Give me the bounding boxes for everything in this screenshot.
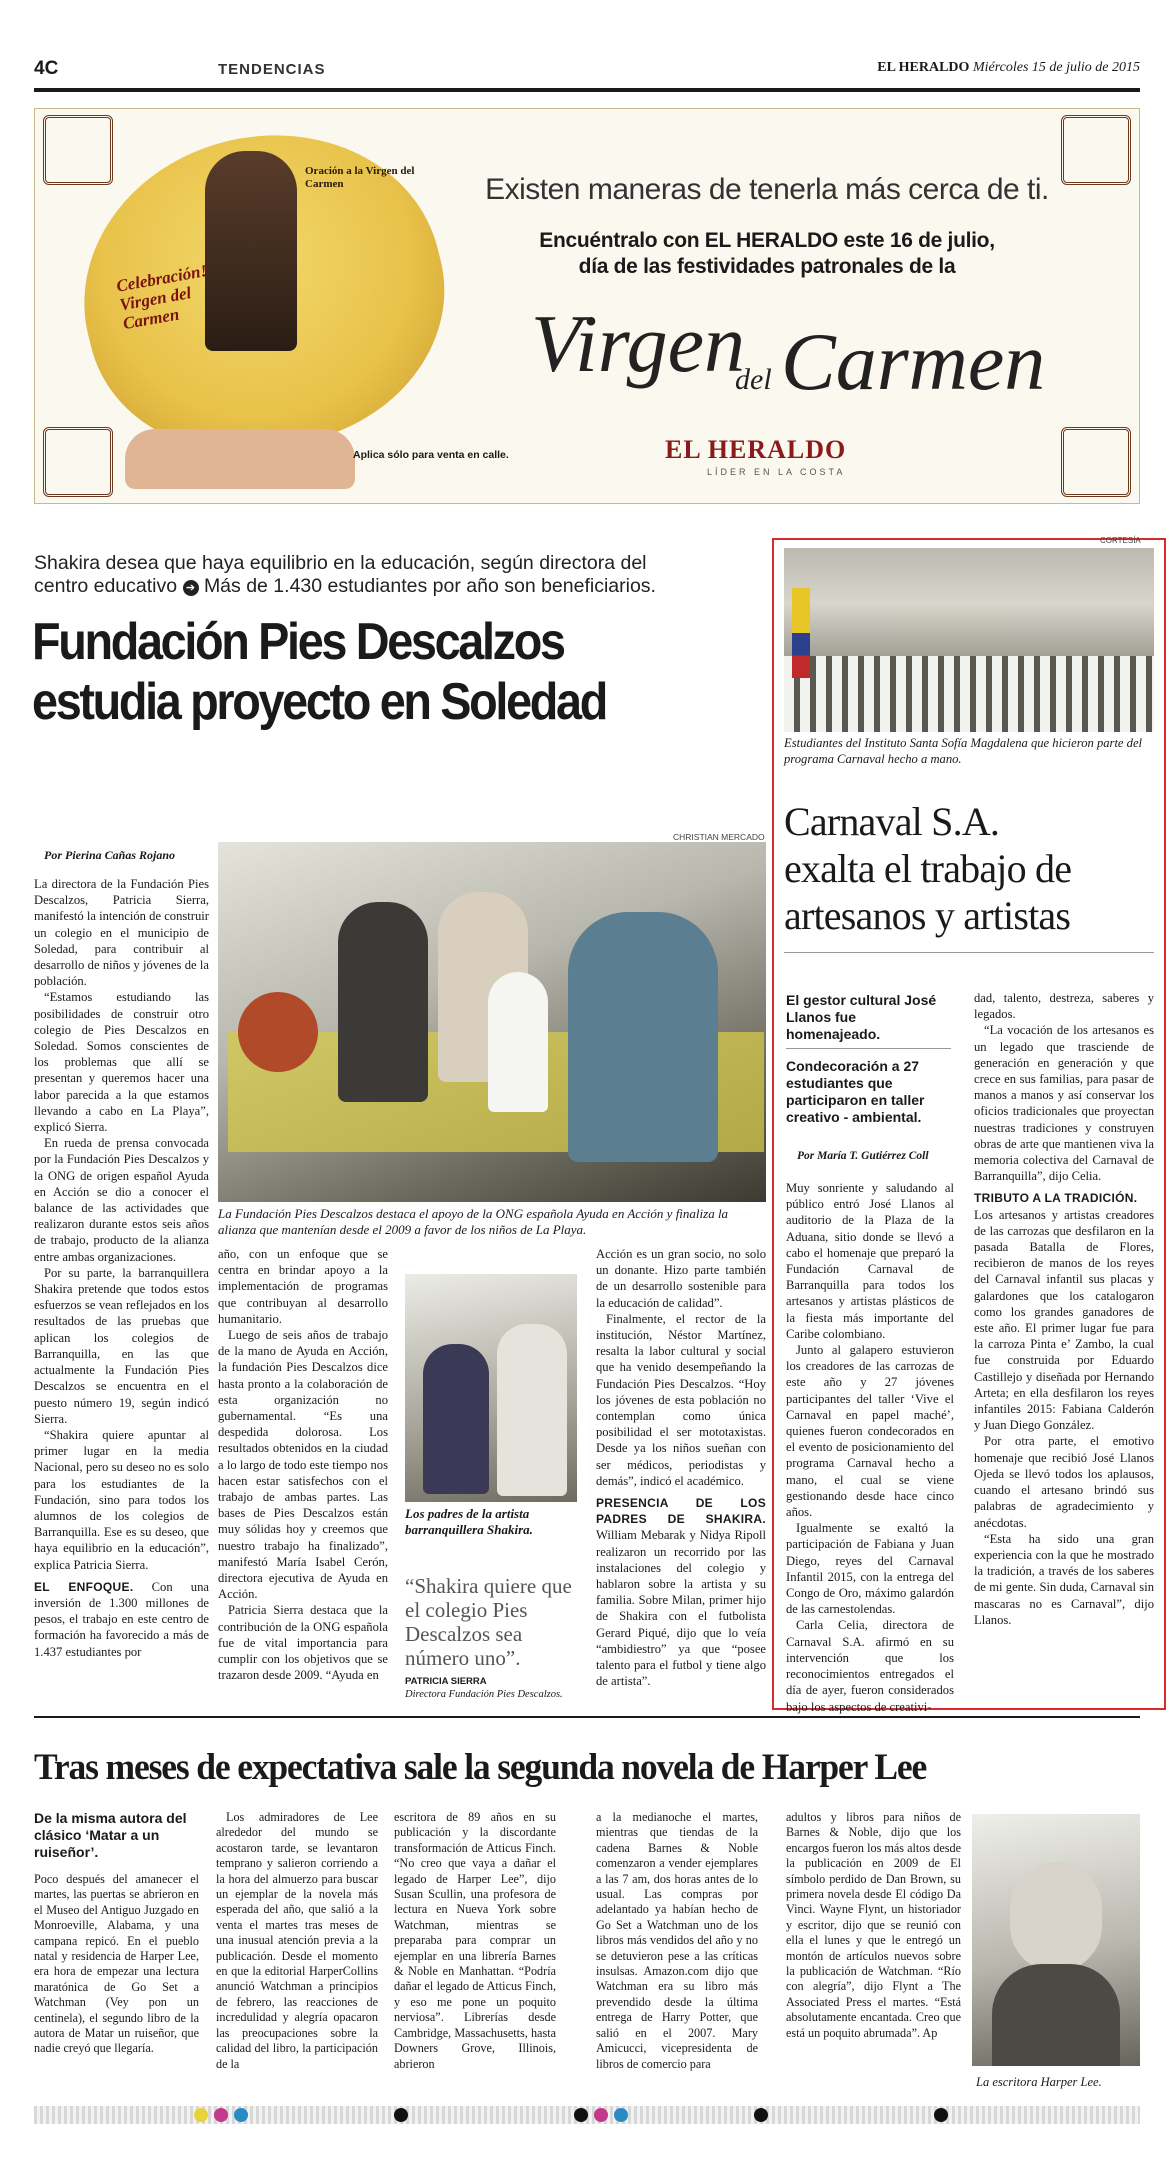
subhead: TRIBUTO A LA TRADICIÓN. bbox=[974, 1191, 1138, 1206]
headline-line-2: estudia proyecto en Soledad bbox=[32, 673, 606, 731]
corner-ornament bbox=[43, 427, 113, 497]
page-number: 4C bbox=[34, 58, 59, 79]
paragraph: Con una inversión de 1.300 millones de pesos, el trabajo en este centro de formación ha favorecido a más de 1.437 estudiantes por bbox=[34, 1579, 209, 1659]
face bbox=[1010, 1862, 1102, 1972]
paragraph: “La vocación de los artesanos es un legado que trasciende de generación en generación y que crece en sus familias, para pasar de manos a manos y así conservar los oficios tradicionales que proyectan nuestras tradiciones y construyen obras de arte que mantienen viva la memoria colectiva del Carnaval de Barranquilla”, dijo Celia. bbox=[974, 1023, 1154, 1184]
kicker-line-3: Más de 1.430 estudiantes por año son beneficiarios. bbox=[203, 575, 656, 597]
harper-headline: Tras meses de expectativa sale la segunda novela de Harper Lee bbox=[34, 1747, 927, 1788]
hand-image bbox=[125, 429, 355, 489]
corner-ornament bbox=[1061, 427, 1131, 497]
kicker-line-2: centro educativo bbox=[34, 575, 178, 597]
registration-dot bbox=[394, 2108, 408, 2122]
flag bbox=[792, 588, 810, 678]
header-rule bbox=[34, 88, 1140, 92]
print-color-bar bbox=[34, 2106, 1140, 2124]
side-column-2 bbox=[974, 990, 1154, 1628]
paragraph: Luego de seis años de trabajo de la mano de Ayuda en Acción, la fundación Pies Descalzos dice hasta pronto a la colaboración de esta organización no gubernamental. “Es una despedida dolorosa. Los resultados obtenidos en la ciudad a lo largo de todo este tiempo nos hacen estar satisfechos con el trabajo de ambas partes. Las bases de Pies Descalzos están muy sólidas hoy y creemos que nuestro trabajo ha finalizado”, manifestó María Isabel Cerón, directora ejecutiva de Ayuda en Acción. bbox=[218, 1328, 388, 1602]
harper-deck: De la misma autora del clásico ‘Matar a un ruiseñor’. bbox=[34, 1810, 187, 1860]
arrow-icon: ➔ bbox=[183, 580, 199, 596]
paragraph: Junto al galapero estuvieron los creadores de las carrozas de este año y 27 jóvenes participantes del taller ‘Vive el Carnaval en papel maché’, quienes fueron condecorados en el evento de posicionamiento del programa Carnaval hecho a mano, el cual se viene gestionando desde hace cinco años. bbox=[786, 1343, 954, 1520]
main-photo bbox=[218, 842, 766, 1202]
paragraph: dad, talento, destreza, saberes y legados. bbox=[974, 991, 1154, 1022]
paper-name: EL HERALDO bbox=[877, 60, 970, 75]
section-rule bbox=[34, 1716, 1140, 1718]
woman-figure bbox=[338, 902, 428, 1102]
harper-column-4 bbox=[596, 1810, 758, 2072]
side-column-1 bbox=[786, 1180, 954, 1715]
harper-column-2 bbox=[216, 1810, 378, 2072]
photo-credit: CHRISTIAN MERCADO bbox=[673, 832, 765, 842]
main-column-1 bbox=[34, 876, 209, 1660]
boy-figure bbox=[488, 972, 548, 1112]
paragraph: Finalmente, el rector de la institución, Néstor Martínez, resalta la labor cultural y social que ha venido desempeñando la Fundación Pies Descalzos. “Hoy los jóvenes de esta población no contemplan como única posibilidad el ser mototaxistas. Desde ya los niños sueñan con ser médicos, periodistas y demás”, indicó el académico. bbox=[596, 1311, 766, 1488]
ad-line-1: Existen maneras de tenerla más cerca de ti. bbox=[485, 173, 1049, 206]
side-deck-1: El gestor cultural José Llanos fue homenajeado. bbox=[786, 992, 937, 1042]
paragraph: Igualmente se exaltó la participación de Fabiana y Juan Diego, reyes del Carnaval Infantil 2015, con la entrega del Congo de Oro, máximo galardón de las carnestolendas. bbox=[786, 1521, 954, 1617]
paragraph: Los artesanos y artistas creadores de las carrozas que desfilaron en la pasada Batalla de Flores, recibieron de manos de los reyes del Carnaval infantil sus placas y galardones que los catalogaron como los grandes ganadores de este año. El primer lugar fue para la carroza Pinta e’ Zambo, la cual fue construida por Eduardo Castillejo y diseñada por Hernando Arteta; en ella desfilaron los reyes infantiles 2015: Fabiana Calderón y Juan Diego González. bbox=[974, 1207, 1154, 1433]
paragraph: Acción es un gran socio, no solo un donante. Hizo parte también de un desarrollo sostenible para la educación de calidad”. bbox=[596, 1247, 766, 1310]
side-headline bbox=[784, 798, 1164, 939]
registration-dot bbox=[614, 2108, 628, 2122]
paragraph: “Esta ha sido una gran experiencia con la que he mostrado la tradición, a través de los saberes de mi gente. Sin duda, Carnaval sin mascaras no es Carnaval”, dijo Llanos. bbox=[974, 1531, 1154, 1627]
harper-column-1 bbox=[34, 1872, 199, 2057]
paragraph: Poco después del amanecer el martes, las puertas se abrieron en el Museo del Antiguo Juzgado en Monroeville, Alabama, y una campana repicó. En el pueblo natal y residencia de Harper Lee, era hora de empezar una lectura maratónica de Go Set a Watchman (Vey pon un centinela), el segundo libro de la autora de Matar un ruiseñor, que nadie creyó que llegaría. bbox=[34, 1872, 199, 2056]
fan-badge: Celebración! Virgen del Carmen bbox=[114, 261, 209, 334]
harper-photo bbox=[972, 1814, 1140, 2066]
side-byline: Por María T. Gutiérrez Coll bbox=[797, 1150, 929, 1162]
pull-quote: “Shakira quiere que el colegio Pies Descalzos sea número uno”. bbox=[405, 1574, 572, 1670]
corner-ornament bbox=[43, 115, 113, 185]
side-deck-2: Condecoración a 27 estudiantes que participaron en taller creativo - ambiental. bbox=[786, 1058, 925, 1125]
registration-dot bbox=[594, 2108, 608, 2122]
students-row bbox=[784, 656, 1154, 732]
harper-photo-caption: La escritora Harper Lee. bbox=[976, 2075, 1102, 2089]
shoulders bbox=[992, 1964, 1120, 2066]
registration-dot bbox=[574, 2108, 588, 2122]
paragraph: En rueda de prensa convocada por la Fundación Pies Descalzos y la ONG de origen español Ayuda en Acción se dio a conocer el balance de las actividades que realizaron durante estos seis años de trabajo, producto de la alianza entre ambas organizaciones. bbox=[34, 1136, 209, 1264]
subhead: EL ENFOQUE. bbox=[34, 1579, 134, 1594]
registration-dot bbox=[234, 2108, 248, 2122]
advertisement bbox=[34, 108, 1140, 504]
ad-tagline: LÍDER EN LA COSTA bbox=[707, 467, 846, 477]
main-column-2 bbox=[218, 1246, 388, 1683]
paragraph: Los admiradores de Lee alrededor del mundo se acostaron tarde, se levantaron temprano y salieron corriendo a la hora del almuerzo para buscar un ejemplar de la novela más esperada del año, que salió a la venta el martes tras meses de una inusual atención previa a la publicación. Desde el momento en que la editorial HarperCollins anunció Watchman a principios de febrero, las reacciones de incredulidad y alegría opacaron las preocupaciones sobre la calidad del libro, la participación de la bbox=[216, 1810, 378, 2071]
registration-dot bbox=[194, 2108, 208, 2122]
paragraph: “Estamos estudiando las posibilidades de construir otro colegio de Pies Descalzos en Soledad. Somos conscientes de los problemas que allí se presentan y queremos hacer una labor parecida a la que estamos llevando a cabo en La Playa”, explicó Sierra. bbox=[34, 990, 209, 1135]
parents-photo bbox=[405, 1274, 577, 1502]
headline-line-1: Fundación Pies Descalzos bbox=[32, 613, 564, 671]
paragraph: año, con un enfoque que se centra en brindar apoyo a la implementación de programas que contribuyan al desarrollo humanitario. bbox=[218, 1247, 388, 1326]
paragraph: escritora de 89 años en su publicación y la discordante transformación de Atticus Finch. “No creo que vaya a dañar el legado de Harper Lee”, dijo Susan Scullin, una profesora de lectura en Nueva York sobre Watchman, mientras se preparaba para comprar un ejemplar en una librería Barnes & Noble en Manhattan. “Podría dañar el legado de Atticus Finch, y eso me pone un poquito nerviosa”. Librerías desde Cambridge, Massachusetts, hasta Downers Grove, Illinois, abrieron bbox=[394, 1810, 556, 2071]
flowers bbox=[238, 992, 318, 1072]
side-headline-line: exalta el trabajo de bbox=[784, 846, 1072, 891]
father-figure bbox=[497, 1324, 567, 1496]
main-headline bbox=[32, 612, 698, 732]
subhead: PRESENCIA DE LOS PADRES DE SHAKIRA. bbox=[596, 1496, 766, 1527]
ad-script-virgen: Virgen bbox=[531, 298, 746, 389]
side-headline-line: Carnaval S.A. bbox=[784, 799, 1000, 844]
paragraph: Patricia Sierra destaca que la contribución de la ONG española fue de vital importancia para cumplir con los objetivos que se trazaron desde 2009. “Ayuda en bbox=[218, 1603, 388, 1683]
section-name: TENDENCIAS bbox=[218, 61, 326, 78]
kicker-line-1: Shakira desea que haya equilibrio en la educación, según directora del bbox=[34, 552, 647, 574]
paragraph: Carla Celia, directora de Carnaval S.A. afirmó en su intervención que los reconocimientos entregados el día de ayer, fueron considerados bajo los aspectos de creativi- bbox=[786, 1618, 954, 1714]
side-photo-caption: Estudiantes del Instituto Santa Sofía Magdalena que hicieron parte del programa Carnaval hecho a mano. bbox=[784, 736, 1143, 766]
quote-author: PATRICIA SIERRA bbox=[405, 1676, 487, 1687]
divider bbox=[784, 952, 1154, 953]
date: Miércoles 15 de julio de 2015 bbox=[972, 60, 1140, 75]
parents-caption: Los padres de la artista barranquillera Shakira. bbox=[405, 1506, 533, 1537]
ad-script-carmen: Carmen bbox=[781, 316, 1046, 407]
ad-line-3: día de las festividades patronales de la bbox=[578, 255, 956, 278]
main-kicker bbox=[34, 552, 734, 598]
harper-column-5 bbox=[786, 1810, 961, 2041]
students-photo bbox=[784, 548, 1154, 732]
ad-script-del: del bbox=[735, 363, 772, 396]
paragraph: adultos y libros para niños de Barnes & Noble, dijo que los encargos fueron los más altos desde la publicación en 2009 de El símbolo perdido de Dan Brown, su primera novela desde El código Da Vinci. Wayne Flynt, un historiador y escritor, dijo que se reunió con ella el lunes y que le entregó un montón de artículos nuevos sobre la publicación de Watchman. “Río con alegría”, dijo Flynt a The Associated Press el martes. “Está absolutamente encantada. Creo que está un poquito abrumada”. Ap bbox=[786, 1810, 961, 2040]
virgin-image bbox=[205, 151, 297, 351]
registration-dot bbox=[934, 2108, 948, 2122]
registration-dot bbox=[214, 2108, 228, 2122]
divider bbox=[786, 1048, 951, 1049]
mother-figure bbox=[423, 1344, 489, 1494]
paragraph: Por su parte, la barranquillera Shakira pretende que todos estos esfuerzos se vean reflejados en los resultados de las pruebas que aplican los colegios de Barranquilla, en las que actualmente la Fundación Pies Descalzos se encuentra en el puesto número 19, según indicó Sierra. bbox=[34, 1265, 209, 1426]
main-column-4 bbox=[596, 1246, 766, 1689]
paragraph: Muy sonriente y saludando al público entró José Llanos al auditorio de la Plaza de la Aduana, sitio donde se llevó a cabo el homenaje que preparó la Fundación Carnaval de Barranquilla para todos los artesanos y artistas plásticos de la fiesta más importante del Caribe colombiano. bbox=[786, 1181, 954, 1341]
photo-caption: La Fundación Pies Descalzos destaca el apoyo de la ONG española Ayuda en Acción y finaliza la alianza que mantenían desde el 2009 a favor de los niños de La Playa. bbox=[218, 1206, 729, 1237]
page-header bbox=[34, 56, 1140, 92]
quote-role: Directora Fundación Pies Descalzos. bbox=[405, 1689, 563, 1700]
paragraph: Por otra parte, el emotivo homenaje que recibió José Llanos Ojeda se llevó todos los aplausos, cuando el artesano brindó sus palabras de agradecimiento y anécdotas. bbox=[974, 1434, 1154, 1530]
paragraph: a la medianoche el martes, mientras que tiendas de la cadena Barnes & Noble comenzaron a vender ejemplares a las 7 am, dos horas antes de lo usual. Las compras por adelantado ya habían hecho de Go Set a Watchman uno de los libros más vendidos del año y no se detuvieron pese a las críticas insulsas. Amazon.com dijo que Watchman era su libro más prevendido desde la última entrega de Harry Potter, que salió en el 2007. Mary Amicucci, vicepresidenta de libros de comercio para bbox=[596, 1810, 758, 2071]
paragraph: William Mebarak y Nidya Ripoll realizaron un recorrido por las instalaciones del colegio y hablaron sobre la artista y su familia. Sobre Milan, primer hijo de Shakira con el futbolista Gerard Piqué, dijo que lo veía “ambidiestro” ya que “posee talento para el futbol y tiene algo de artista”. bbox=[596, 1528, 766, 1689]
fan-title: Oración a la Virgen del Carmen bbox=[305, 165, 415, 190]
paragraph: “Shakira quiere apuntar al primer lugar en la media Nacional, pero su deseo no es solo para los estudiantes de la Fundación, sino para todos los alumnos de los colegios de Barranquilla. Ese es su deseo, que haya equilibrio en la educación”, explica Patricia Sierra. bbox=[34, 1427, 209, 1572]
side-headline-line: artesanos y artistas bbox=[784, 893, 1071, 938]
side-photo-credit: CORTESÍA bbox=[1100, 536, 1141, 545]
masthead-date bbox=[877, 60, 1140, 76]
ad-logo: EL HERALDO bbox=[665, 435, 847, 464]
byline: Por Pierina Cañas Rojano bbox=[44, 848, 176, 862]
registration-dot bbox=[754, 2108, 768, 2122]
ad-note: Aplica sólo para venta en calle. bbox=[353, 449, 509, 461]
speaker-figure bbox=[568, 912, 718, 1162]
harper-column-3 bbox=[394, 1810, 556, 2072]
paragraph: La directora de la Fundación Pies Descalzos, Patricia Sierra, manifestó la intención de construir un colegio en el municipio de Soledad, para contribuir al desarrollo de niños y jóvenes de la población. bbox=[34, 877, 209, 989]
ad-line-2: Encuéntralo con EL HERALDO este 16 de julio, bbox=[539, 229, 995, 252]
